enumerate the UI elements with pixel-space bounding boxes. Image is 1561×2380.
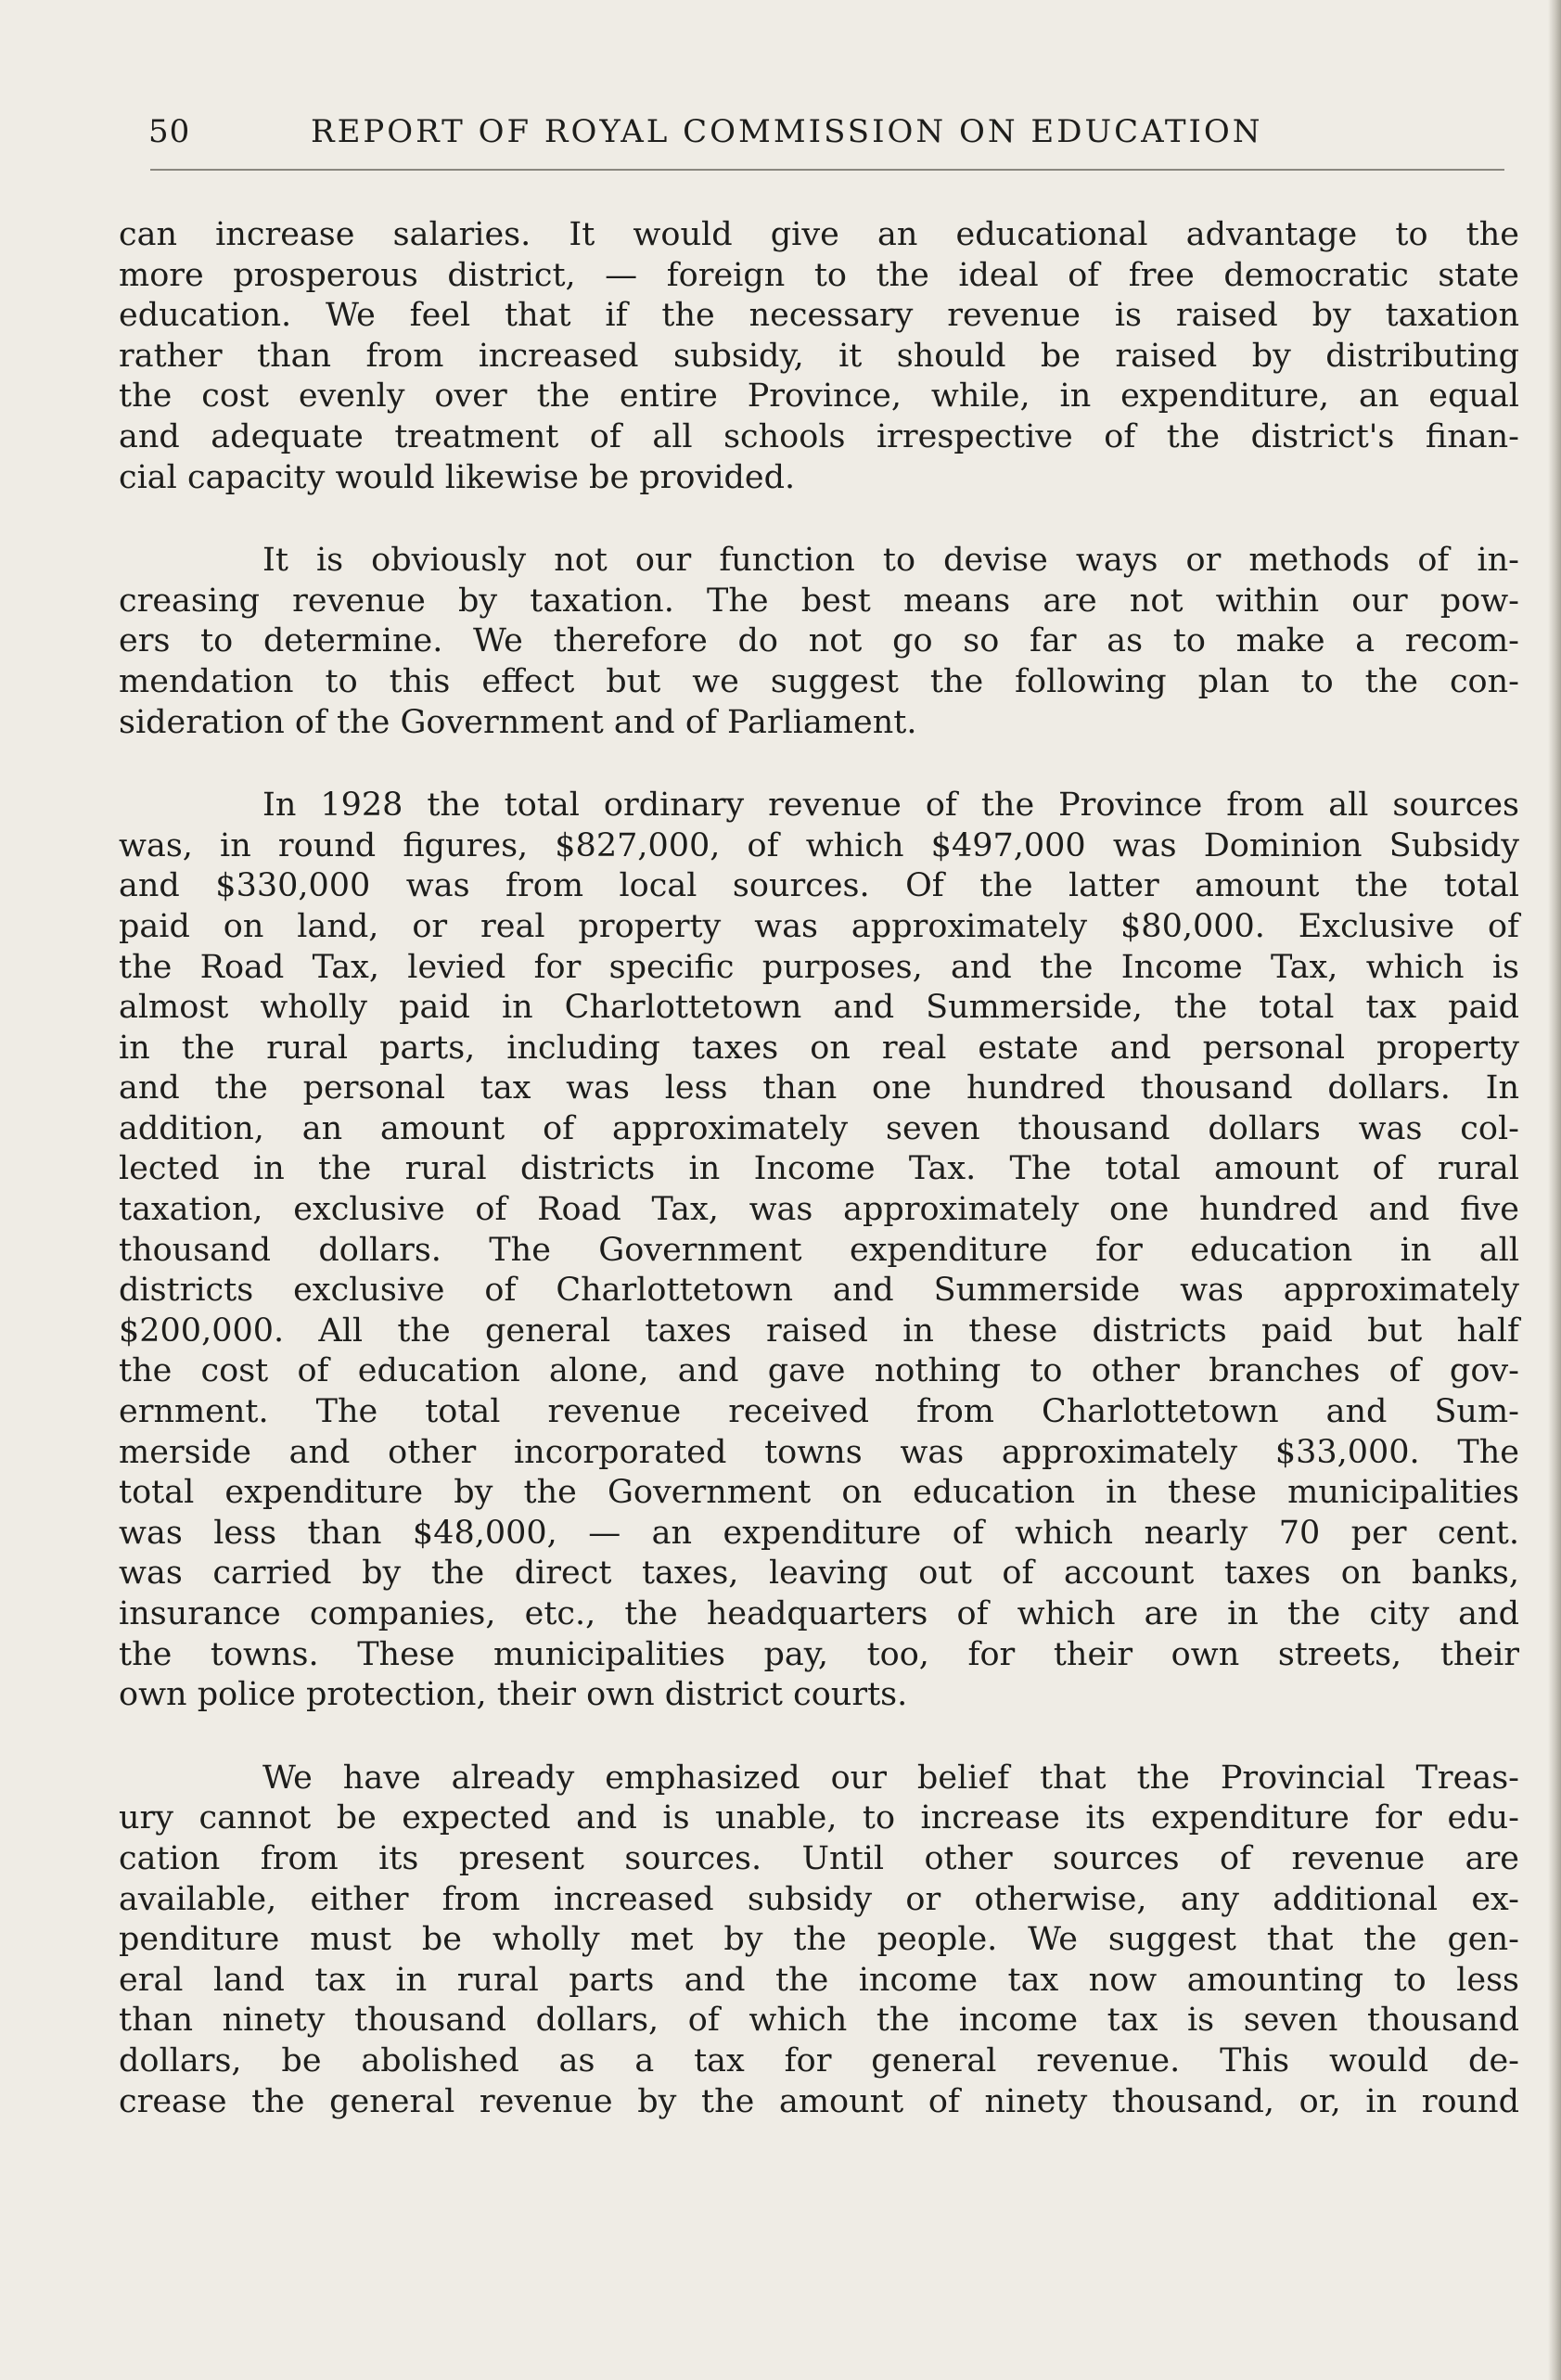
text-line: taxation, exclusive of Road Tax, was approximately one hundred and five [119, 1191, 1519, 1229]
text-line: We have already emphasized our belief that the Provincial Treas- [262, 1759, 1519, 1797]
text-line: own police protection, their own district courts. [119, 1676, 908, 1714]
text-line: ers to determine. We therefore do not go so far as to make a recom- [119, 622, 1519, 660]
text-line: It is obviously not our function to devise ways or methods of in- [262, 542, 1519, 580]
page-header [148, 109, 1512, 165]
text-line: cation from its present sources. Until other sources of revenue are [119, 1839, 1519, 1877]
header-rule [150, 169, 1504, 171]
text-line: the cost of education alone, and gave nothing to other branches of gov- [119, 1352, 1519, 1390]
text-line: the cost evenly over the entire Province, while, in expenditure, an equal [119, 377, 1519, 416]
page-binding-edge [1548, 0, 1561, 2380]
text-line: lected in the rural districts in Income Tax. The total amount of rural [119, 1150, 1519, 1188]
text-line: the towns. These municipalities pay, too, for their own streets, their [119, 1635, 1519, 1673]
text-line: can increase salaries. It would give an educational advantage to the [119, 216, 1519, 253]
text-line: the Road Tax, levied for specific purposes, and the Income Tax, which is [119, 948, 1519, 986]
paragraph [119, 786, 1519, 1716]
text-line: In 1928 the total ordinary revenue of the Province from all sources [262, 787, 1519, 825]
text-line: districts exclusive of Charlottetown and Summerside was approximately [119, 1272, 1519, 1310]
running-title: REPORT OF ROYAL COMMISSION ON EDUCATION [311, 113, 1263, 150]
paragraph [119, 1759, 1519, 2122]
text-line: was less than $48,000, — an expenditure of which nearly 70 per cent. [119, 1514, 1519, 1552]
text-line: creasing revenue by taxation. The best means are not within our pow- [119, 582, 1519, 620]
text-line: education. We feel that if the necessary revenue is raised by taxation [119, 297, 1519, 335]
text-line: sideration of the Government and of Parliament. [119, 703, 917, 741]
text-line: crease the general revenue by the amount of ninety thousand, or, in round [119, 2082, 1519, 2120]
text-line: addition, an amount of approximately seven thousand dollars was col- [119, 1109, 1519, 1147]
text-line: and the personal tax was less than one hundred thousand dollars. In [119, 1069, 1519, 1107]
text-line: thousand dollars. The Government expenditure for education in all [119, 1231, 1519, 1269]
text-line: was carried by the direct taxes, leaving out of account taxes on banks, [119, 1555, 1519, 1593]
text-line: eral land tax in rural parts and the income tax now amounting to less [119, 1961, 1519, 1999]
paragraph [119, 541, 1519, 743]
text-line: insurance companies, etc., the headquarters of which are in the city and [119, 1595, 1519, 1632]
text-line: rather than from increased subsidy, it should be raised by distributing [119, 337, 1519, 375]
text-line: in the rural parts, including taxes on real estate and personal property [119, 1029, 1519, 1067]
text-line: penditure must be wholly met by the people. We suggest that the gen- [119, 1921, 1519, 1959]
text-line: was, in round figures, $827,000, of which $497,000 was Dominion Subsidy [119, 826, 1519, 864]
text-line: cial capacity would likewise be provided. [119, 458, 796, 496]
text-line: $200,000. All the general taxes raised in these districts paid but half [119, 1312, 1519, 1350]
text-line: than ninety thousand dollars, of which the income tax is seven thousand [119, 2002, 1519, 2040]
text-line: available, either from increased subsidy or otherwise, any additional ex- [119, 1880, 1519, 1918]
text-line: almost wholly paid in Charlottetown and Summerside, the total tax paid [119, 989, 1519, 1027]
page-number: 50 [148, 113, 191, 150]
text-line: dollars, be abolished as a tax for general revenue. This would de- [119, 2041, 1519, 2079]
text-line: mendation to this effect but we suggest the following plan to the con- [119, 662, 1519, 700]
text-line: ury cannot be expected and is unable, to increase its expenditure for edu- [119, 1799, 1519, 1837]
text-line: total expenditure by the Government on education in these municipalities [119, 1474, 1519, 1512]
text-line: and adequate treatment of all schools irrespective of the district's finan- [119, 417, 1519, 455]
text-line: and $330,000 was from local sources. Of the latter amount the total [119, 867, 1519, 905]
text-line: ernment. The total revenue received from Charlottetown and Sum- [119, 1393, 1519, 1431]
text-line: merside and other incorporated towns was approximately $33,000. The [119, 1433, 1519, 1471]
text-line: more prosperous district, — foreign to the ideal of free democratic state [119, 256, 1519, 294]
body-text [119, 215, 1519, 2165]
text-line: paid on land, or real property was approximately $80,000. Exclusive of [119, 907, 1519, 945]
paragraph [119, 215, 1519, 498]
